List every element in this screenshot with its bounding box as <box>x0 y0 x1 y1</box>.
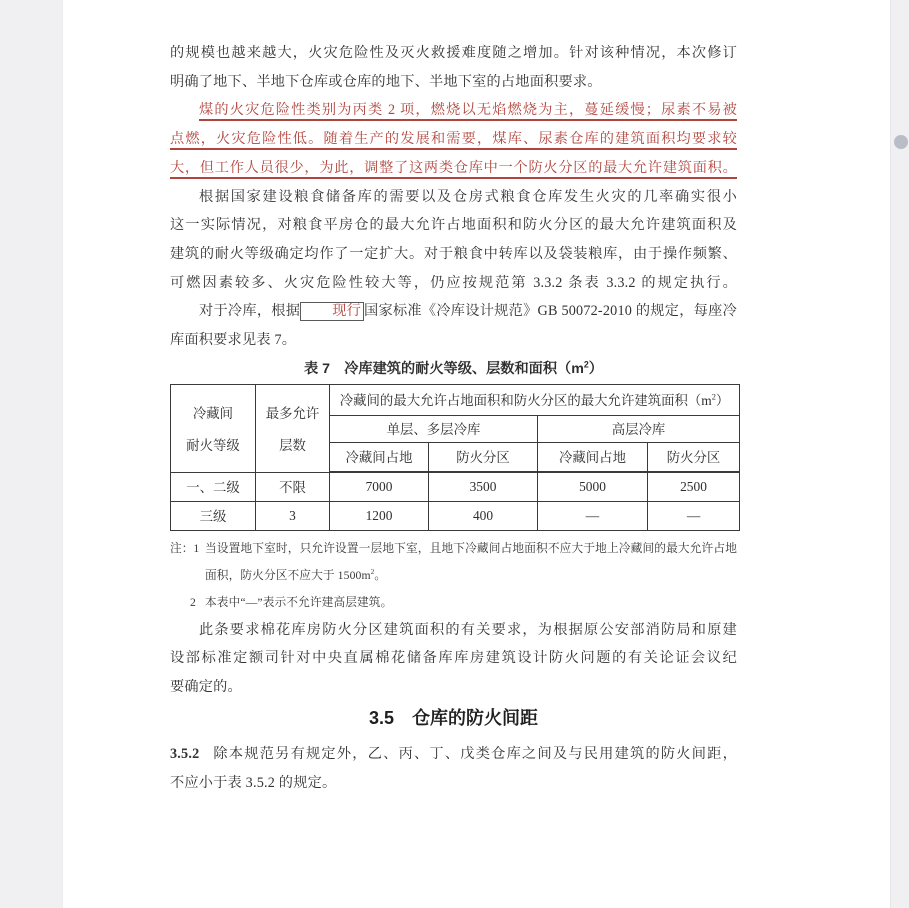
paragraph-revision-red <box>170 96 737 182</box>
cell-value: 400 <box>429 501 538 530</box>
cell-value: 7000 <box>330 472 429 501</box>
header-sub-footprint-2: 冷藏间占地 <box>538 442 648 472</box>
text-line: 库面积要求见表 7。 <box>170 332 297 349</box>
table-row <box>171 472 740 501</box>
note-text-line <box>205 562 737 589</box>
text-line: 此条要求棉花库房防火分区建筑面积的有关要求，为根据原公安部消防局和原建 <box>199 621 737 638</box>
note-content <box>205 535 737 589</box>
cell-storeys-unlimited: 不限 <box>256 472 330 501</box>
header-sub-compartment-1: 防火分区 <box>429 442 538 472</box>
paragraph-cold-storage <box>170 297 737 354</box>
text-line: 的规模也越来越大，火灾危险性及灭火救援难度随之增加。针对该种情况，本次修订 <box>170 45 737 61</box>
header-area-span <box>330 384 740 415</box>
header-superscript: 2 <box>711 392 716 402</box>
header-fire-rating <box>171 384 256 472</box>
note-text-line: 当设置地下室时，只允许设置一层地下室，且地下冷藏间占地面积不应大于地上冷藏间的最大允许占地 <box>205 541 737 555</box>
note-superscript: 2 <box>370 567 375 576</box>
text-line: 根据国家建设粮食储备库的需要以及仓房式粮食仓库发生火灾的几率确实很小 <box>199 188 737 205</box>
cell-dash: — <box>648 501 740 530</box>
text-segment: 国家标准《冷库设计规范》GB 50072-2010 的规定，每座冷 <box>363 303 737 320</box>
cell-value: 1200 <box>330 501 429 530</box>
text-line: 这一实际情况，对粮食平房仓的最大允许占地面积和防火分区的最大允许建筑面积及 <box>170 217 737 234</box>
scrollbar-track[interactable] <box>892 0 909 908</box>
header-sub-footprint-1: 冷藏间占地 <box>330 442 429 472</box>
note-label: 注：1 <box>170 541 200 555</box>
caption-text: 表 7 冷库建筑的耐火等级、层数和面积（m <box>304 360 584 377</box>
text-line <box>170 740 737 769</box>
text-line: 不应小于表 3.5.2 的规定。 <box>170 774 337 791</box>
text-line: 建筑的耐火等级确定均作了一定扩大。对于粮食中转库以及袋装粮库，由于操作频繁、 <box>170 245 737 262</box>
text-line <box>170 297 737 326</box>
revision-text-line: 点燃，火灾危险性低。随着生产的发展和需要，煤库、尿素仓库的建筑面积均要求较 <box>170 131 737 148</box>
clause-3-5-2 <box>170 740 737 797</box>
header-group-highrise: 高层冷库 <box>538 415 740 442</box>
table-7-caption <box>170 355 737 380</box>
cell-value: 2500 <box>648 472 740 501</box>
caption-superscript: 2 <box>583 359 589 369</box>
header-text: ） <box>715 393 730 409</box>
revision-text-line: 大，但工作人员很少，为此，调整了这两类仓库中一个防火分区的最大允许建筑面积。 <box>170 159 737 176</box>
text-segment: 除本规范另有规定外，乙、丙、丁、戊类仓库之间及与民用建筑的防火间距， <box>212 745 737 762</box>
cell-value: 3500 <box>429 472 538 501</box>
header-max-storeys <box>256 384 330 472</box>
header-text: 冷藏间 <box>192 405 234 421</box>
note-label: 2 <box>190 595 196 609</box>
table-7 <box>170 384 740 531</box>
text-line: 可燃因素较多、火灾危险性较大等，仍应按规范第 3.3.2 条表 3.3.2 的规定执行。 <box>170 274 737 291</box>
header-sub-compartment-2: 防火分区 <box>648 442 740 472</box>
header-text: 耐火等级 <box>186 437 240 453</box>
note-text: 面积，防火分区不应大于 1500m <box>205 568 371 582</box>
revision-mark-box <box>300 302 364 321</box>
text-line: 设部标准定额司针对中央直属棉花储备库库房建筑设计防火问题的有关论证会议纪 <box>170 650 737 667</box>
note-2 <box>170 589 737 616</box>
note-content <box>205 589 737 616</box>
revision-mark-text: 现行 <box>332 303 361 320</box>
paragraph-grain-storage <box>170 183 737 298</box>
cell-rating-3: 三级 <box>171 501 256 530</box>
clause-number: 3.5.2 <box>170 745 200 762</box>
caption-text: ） <box>588 360 603 377</box>
revision-text-line: 煤的火灾危险性类别为丙类 2 项，燃烧以无焰燃烧为主，蔓延缓慢；尿素不易被 <box>199 102 737 119</box>
text-line: 要确定的。 <box>170 679 242 696</box>
text-line: 明确了地下、半地下仓库或仓库的地下、半地下室的占地面积要求。 <box>170 73 602 90</box>
cell-storeys-3: 3 <box>256 501 330 530</box>
header-text: 冷藏间的最大允许占地面积和防火分区的最大允许建筑面积（m <box>339 393 712 409</box>
paragraph-cotton-warehouse <box>170 616 737 702</box>
note-text: 。 <box>374 568 387 582</box>
header-text: 最多允许 <box>265 405 320 421</box>
page-content <box>170 39 737 797</box>
scrollbar-thumb[interactable] <box>894 135 908 149</box>
cell-value: 5000 <box>538 472 648 501</box>
table-row <box>171 501 740 530</box>
note-text-line: 本表中“—”表示不允许建高层建筑。 <box>205 595 393 609</box>
table-notes <box>170 535 737 616</box>
paragraph-scale-increase <box>170 39 737 96</box>
cell-rating-1-2: 一、二级 <box>171 472 256 501</box>
cell-dash: — <box>538 501 648 530</box>
header-group-single-multi: 单层、多层冷库 <box>330 415 538 442</box>
note-1 <box>170 535 737 589</box>
section-heading-3-5: 3.5 仓库的防火间距 <box>368 707 539 728</box>
text-segment: 对于冷库，根据 <box>199 303 301 320</box>
document-page <box>62 0 891 908</box>
header-text: 层数 <box>279 437 306 453</box>
